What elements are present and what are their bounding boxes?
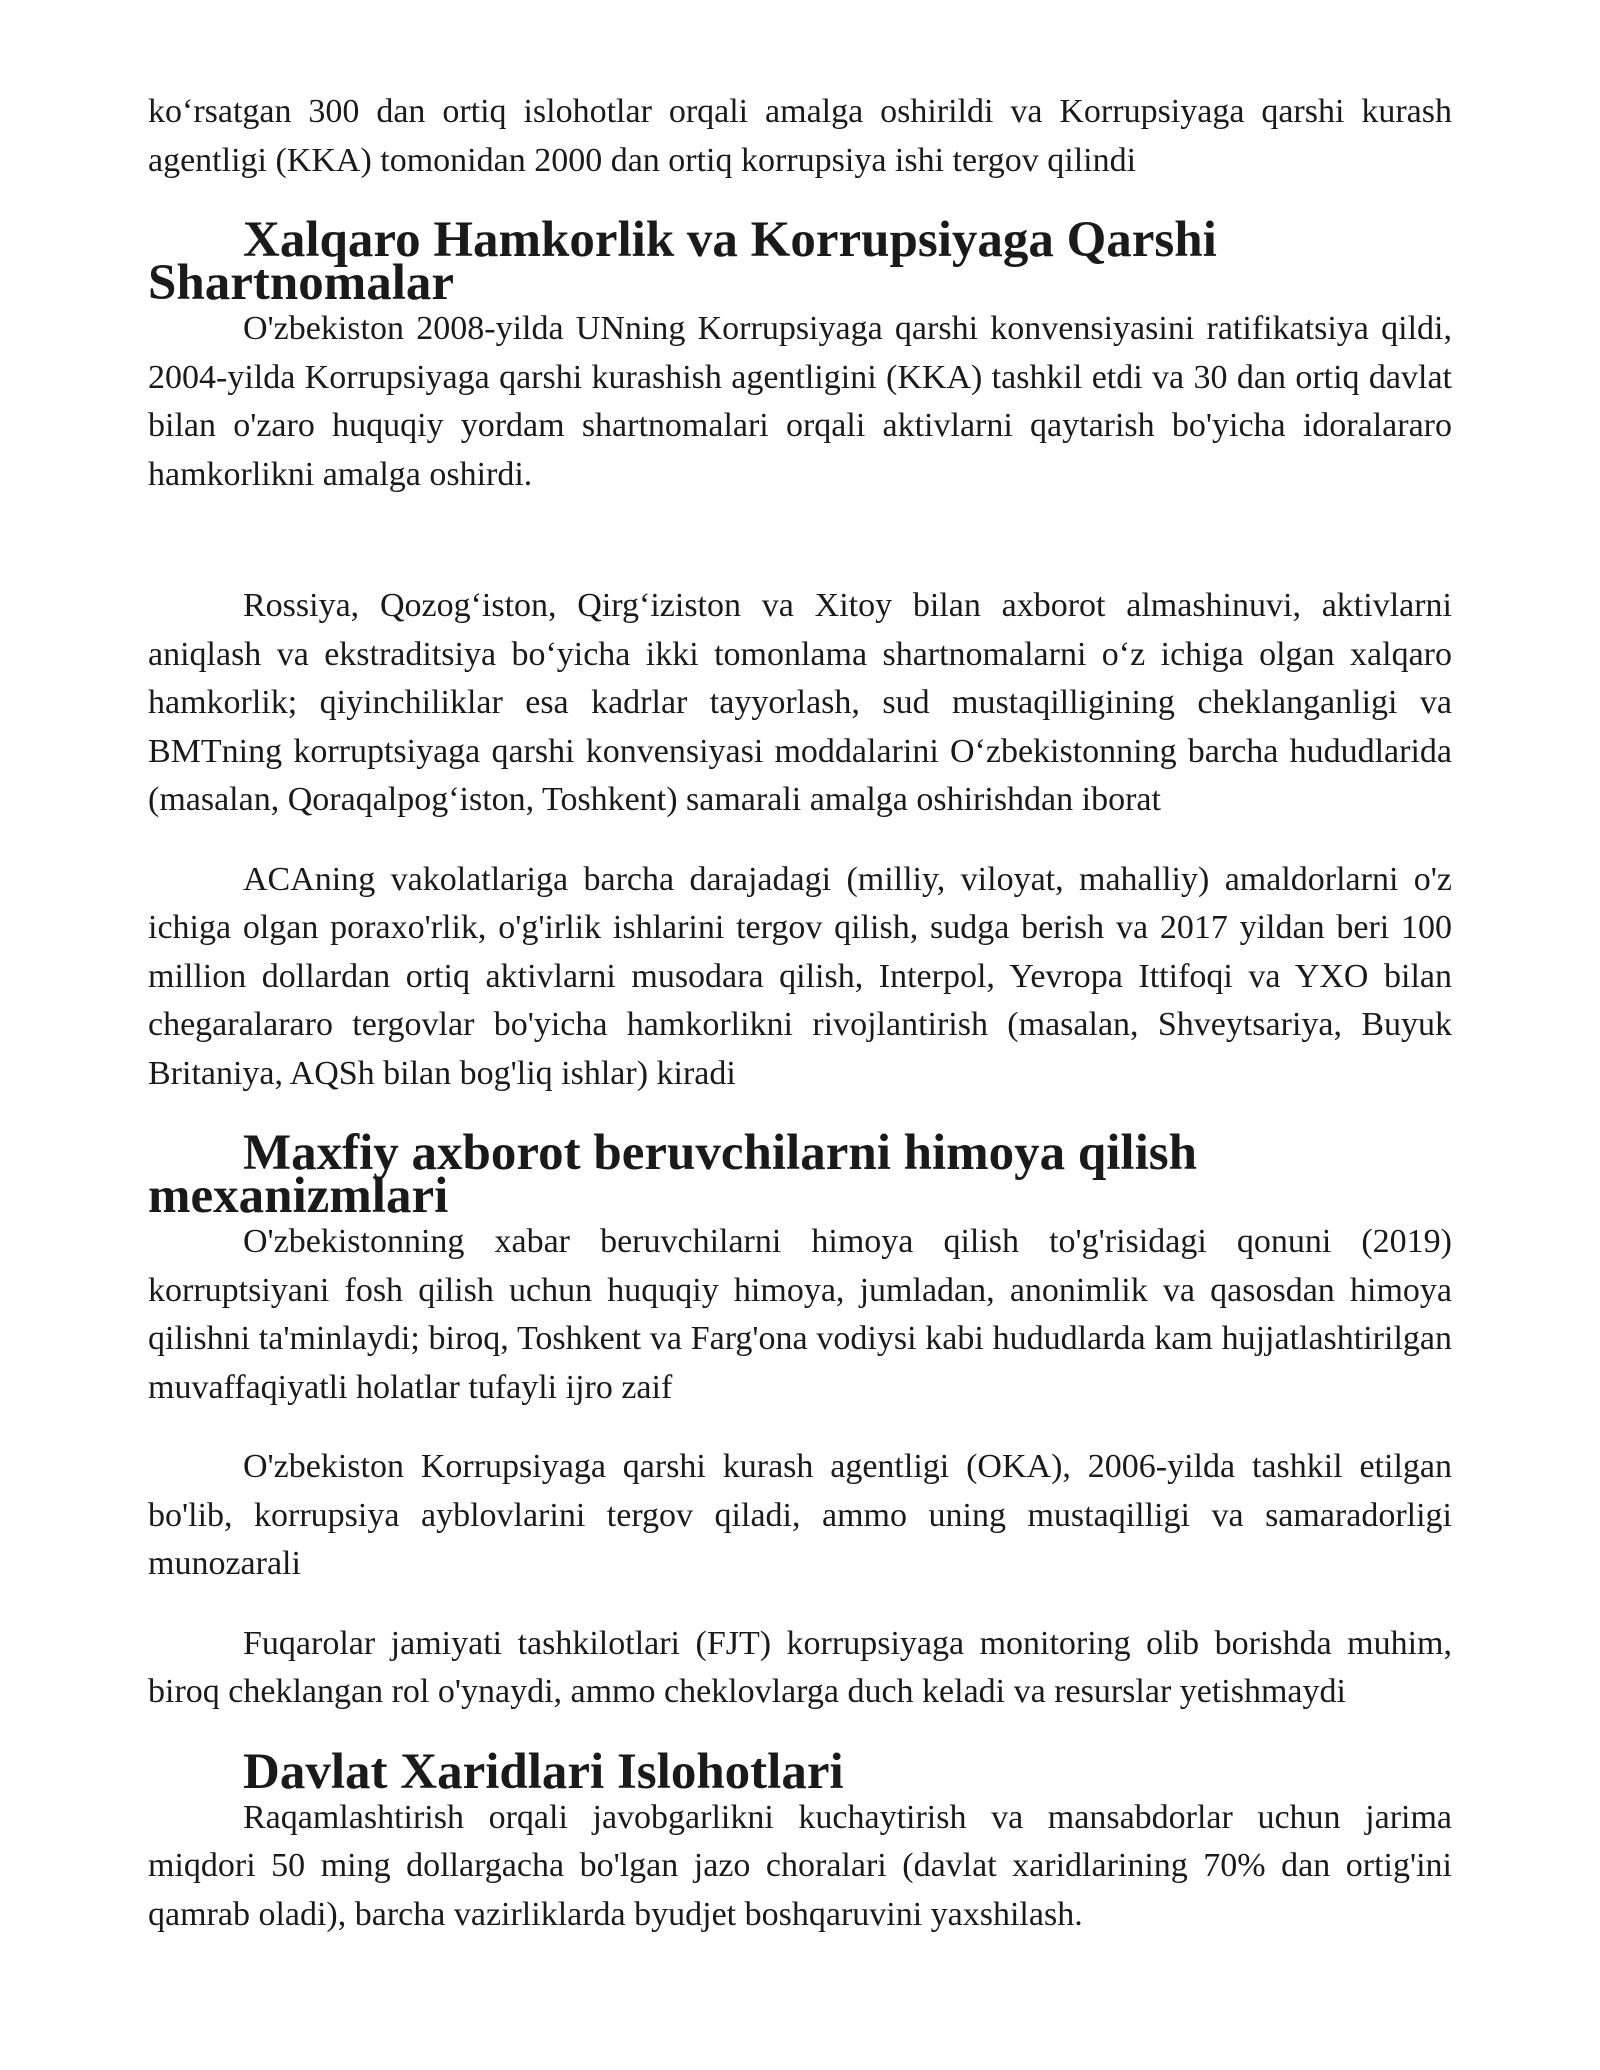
heading-international-cooperation: Xalqaro Hamkorlik va Korrupsiyaga Qarshi Shartnomalar (148, 212, 1217, 311)
paragraph-bilateral-cooperation: Rossiya, Qozogʻiston, Qirgʻiziston va Xitoy bilan axborot almashinuvi, aktivlarni aniqlash va ekstraditsiya boʻyicha ikki tomonlama shartnomalarni oʻz ichiga olgan xalqaro hamkorlik; qiyinchiliklar esa kadrlar tayyorlash, sud mustaqilligining cheklanganligi va BMTning korruptsiyaga qarshi konvensiyasi moddalarini Oʻzbekistonning barcha hududlarida (masalan, Qoraqalpogʻiston, Toshkent) samarali amalga oshirishdan iborat (148, 587, 1452, 818)
paragraph-whistleblower-law: O'zbekistonning xabar beruvchilarni himoya qilish to'g'risidagi qonuni (2019) korruptsiyani fosh qilish uchun huquqiy himoya, jumladan, anonimlik va qasosdan himoya qilishni ta'minlaydi; biroq, Toshkent va Farg'ona vodiysi kabi hududlarda kam hujjatlashtirilgan muvaffaqiyatli holatlar tufayli ijro zaif (148, 1223, 1452, 1406)
paragraph-reforms-continued: koʻrsatgan 300 dan ortiq islohotlar orqali amalga oshirildi va Korrupsiyaga qarshi kurash agentligi (KKA) tomonidan 2000 dan ortiq korrupsiya ishi tergov qilindi (148, 93, 1452, 179)
paragraph-oka-agency: O'zbekiston Korrupsiyaga qarshi kurash agentligi (OKA), 2006-yilda tashkil etilgan bo'lib, korrupsiya ayblovlarini tergov qiladi, ammo uning mustaqilligi va samaradorligi munozarali (148, 1448, 1452, 1582)
paragraph-digitalization: Raqamlashtirish orqali javobgarlikni kuchaytirish va mansabdorlar uchun jarima miqdori 50 ming dollargacha bo'lgan jazo choralari (davlat xaridlarining 70% dan ortig'ini qamrab oladi), barcha vazirliklarda byudjet boshqaruvini yaxshilash. (148, 1798, 1452, 1933)
heading-public-procurement: Davlat Xaridlari Islohotlari (243, 1743, 844, 1800)
heading-whistleblower-protection: Maxfiy axborot beruvchilarni himoya qilish mexanizmlari (148, 1125, 1197, 1224)
document-page (148, 88, 1452, 1939)
paragraph-civil-society: Fuqarolar jamiyati tashkilotlari (FJT) korrupsiyaga monitoring olib borishda muhim, biroq cheklangan rol o'ynaydi, ammo cheklovlarga duch keladi va resurslar yetishmaydi (148, 1624, 1452, 1710)
paragraph-un-convention: O'zbekiston 2008-yilda UNning Korrupsiyaga qarshi konvensiyasini ratifikatsiya qildi, 2004-yilda Korrupsiyaga qarshi kurashish agentligini (KKA) tashkil etdi va 30 dan ortiq davlat bilan o'zaro huquqiy yordam shartnomalari orqali aktivlarni qaytarish bo'yicha idoralararo hamkorlikni amalga oshirdi. (148, 310, 1452, 493)
paragraph-aca-mandate: ACAning vakolatlariga barcha darajadagi (milliy, viloyat, mahalliy) amaldorlarni o'z ichiga olgan poraxo'rlik, o'g'irlik ishlarini tergov qilish, sudga berish va 2017 yildan beri 100 million dollardan ortiq aktivlarni musodara qilish, Interpol, Yevropa Ittifoqi va YXO bilan chegaralararo tergovlar bo'yicha hamkorlikni rivojlantirish (masalan, Shveytsariya, Buyuk Britaniya, AQSh bilan bog'liq ishlar) kiradi (148, 860, 1452, 1092)
